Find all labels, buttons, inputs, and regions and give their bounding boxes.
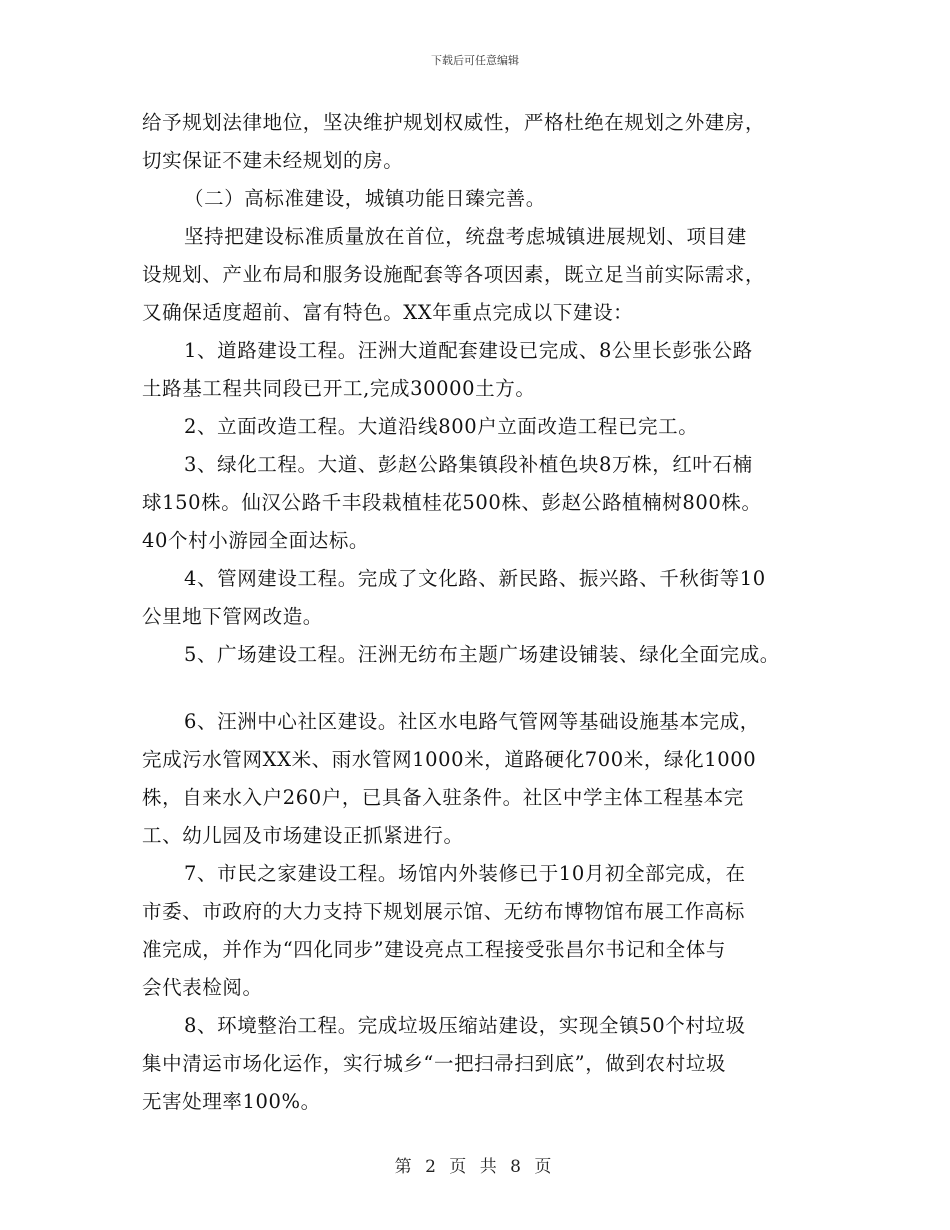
list-item-line: 4、管网建设工程。完成了文化路、新民路、振兴路、千秋街等10	[184, 567, 766, 590]
list-item-line: 无害处理率100%。	[142, 1090, 321, 1113]
paragraph-line: 切实保证不建未经规划的房。	[142, 149, 404, 172]
list-item-line: 40个村小游园全面达标。	[142, 529, 370, 552]
paragraph-line: 设规划、产业布局和服务设施配套等各项因素，既立足当前实际需求，	[142, 263, 766, 286]
list-item-line: 工、幼儿园及市场建设正抓紧进行。	[142, 824, 464, 847]
list-item-line: 7、市民之家建设工程。场馆内外装修已于10月初全部完成，在	[184, 862, 746, 885]
list-item-line: 准完成，并作为“四化同步”建设亮点工程接受张昌尔书记和全体与	[142, 938, 726, 961]
paragraph-line: 给予规划法律地位，坚决维护规划权威性，严格杜绝在规划之外建房，	[142, 111, 766, 134]
list-item-line: 6、汪洲中心社区建设。社区水电路气管网等基础设施基本完成，	[184, 710, 760, 733]
paragraph-line: 坚持把建设标准质量放在首位，统盘考虑城镇进展规划、项目建	[184, 225, 747, 248]
blank-gap	[142, 674, 832, 703]
list-item-line: 2、立面改造工程。大道沿线800户立面改造工程已完工。	[184, 415, 699, 438]
list-item-line: 土路基工程共同段已开工,完成30000土方。	[142, 377, 536, 400]
page-header: 下载后可任意编辑	[431, 54, 519, 67]
list-item-line: 5、广场建设工程。汪洲无纺布主题广场建设铺装、绿化全面完成。	[184, 643, 780, 666]
list-item-line: 市委、市政府的大力支持下规划展示馆、无纺布博物馆布展工作高标	[142, 900, 746, 923]
paragraph-line: 又确保适度超前、富有特色。XX年重点完成以下建设：	[142, 301, 634, 324]
list-item-line: 8、环境整治工程。完成垃圾压缩站建设，实现全镇50个村垃圾	[184, 1014, 746, 1037]
document-body	[142, 104, 832, 1121]
list-item-line: 株，自来水入户260户，已具备入驻条件。社区中学主体工程基本完	[142, 786, 744, 809]
list-item-line: 球150株。仙汉公路千丰段栽植桂花500株、彭赵公路植楠树800株。	[142, 491, 762, 514]
list-item-line: 完成污水管网XX米、雨水管网1000米，道路硬化700米，绿化1000	[142, 748, 757, 771]
page-number-footer: 第 2 页 共 8 页	[394, 1157, 556, 1177]
list-item-line: 公里地下管网改造。	[142, 605, 323, 628]
list-item-line: 会代表检阅。	[142, 976, 263, 999]
list-item-line: 集中清运市场化运作，实行城乡“一把扫帚扫到底”，做到农村垃圾	[142, 1052, 726, 1075]
list-item-line: 1、道路建设工程。汪洲大道配套建设已完成、8公里长彭张公路	[184, 339, 753, 362]
section-heading: （二）高标准建设，城镇功能日臻完善。	[184, 187, 546, 210]
list-item-line: 3、绿化工程。大道、彭赵公路集镇段补植色块8万株，红叶石楠	[184, 453, 753, 476]
